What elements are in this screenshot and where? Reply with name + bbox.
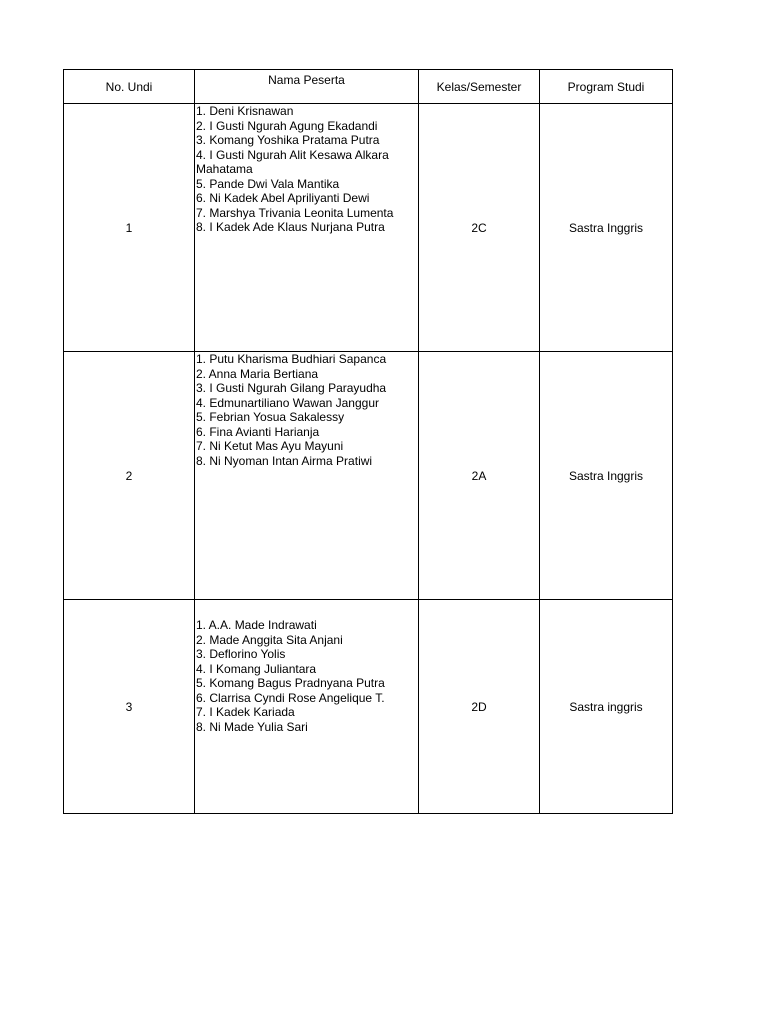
list-item: 6. Clarrisa Cyndi Rose Angelique T. bbox=[196, 690, 385, 705]
list-item: 1. Deni Krisnawan bbox=[196, 104, 294, 118]
list-item: 1. Putu Kharisma Budhiari Sapanca bbox=[196, 352, 387, 366]
list-item: Mahatama bbox=[196, 162, 253, 176]
list-item: 3. I Gusti Ngurah Gilang Parayudha bbox=[196, 381, 387, 395]
list-item: 5. Komang Bagus Pradnyana Putra bbox=[196, 676, 385, 690]
list-item: 7. Ni Ketut Mas Ayu Mayuni bbox=[196, 439, 344, 453]
names-list bbox=[195, 104, 418, 235]
no-undi-cell: 3 bbox=[64, 600, 195, 814]
list-item: 2. Made Anggita Sita Anjani bbox=[196, 632, 343, 647]
names-cell bbox=[195, 600, 419, 814]
list-item: 3. Deflorino Yolis bbox=[196, 647, 286, 661]
table-row bbox=[64, 352, 673, 600]
list-item: 7. Marshya Trivania Leonita Lumenta bbox=[196, 205, 394, 220]
header-kelas-semester: Kelas/Semester bbox=[419, 70, 540, 104]
list-item: 8. Ni Nyoman Intan Airma Pratiwi bbox=[196, 453, 373, 468]
list-item: 5. Febrian Yosua Sakalessy bbox=[196, 410, 345, 424]
kelas-cell: 2D bbox=[419, 600, 540, 814]
list-item: 1. A.A. Made Indrawati bbox=[196, 618, 317, 632]
table-header-row bbox=[64, 70, 673, 104]
names-list bbox=[195, 600, 418, 734]
kelas-cell: 2C bbox=[419, 104, 540, 352]
table-row bbox=[64, 600, 673, 814]
list-item: 4. I Komang Juliantara bbox=[196, 661, 317, 676]
names-cell bbox=[195, 352, 419, 600]
header-program-studi: Program Studi bbox=[540, 70, 673, 104]
kelas-cell: 2A bbox=[419, 352, 540, 600]
header-no-undi: No. Undi bbox=[64, 70, 195, 104]
prodi-cell: Sastra inggris bbox=[540, 600, 673, 814]
list-item: 2. I Gusti Ngurah Agung Ekadandi bbox=[196, 118, 378, 133]
list-item: 4. Edmunartiliano Wawan Janggur bbox=[196, 395, 379, 410]
list-item: 6. Ni Kadek Abel Apriliyanti Dewi bbox=[196, 191, 370, 205]
list-item: 2. Anna Maria Bertiana bbox=[196, 366, 319, 381]
header-nama-peserta: Nama Peserta bbox=[195, 70, 419, 104]
prodi-cell: Sastra Inggris bbox=[540, 104, 673, 352]
table-row bbox=[64, 104, 673, 352]
names-cell bbox=[195, 104, 419, 352]
list-item: 4. I Gusti Ngurah Alit Kesawa Alkara bbox=[196, 147, 389, 162]
list-item: 7. I Kadek Kariada bbox=[196, 705, 295, 719]
list-item: 5. Pande Dwi Vala Mantika bbox=[196, 176, 340, 191]
list-item: 3. Komang Yoshika Pratama Putra bbox=[196, 133, 380, 147]
prodi-cell: Sastra Inggris bbox=[540, 352, 673, 600]
list-item: 6. Fina Avianti Harianja bbox=[196, 424, 320, 439]
participant-table bbox=[63, 69, 673, 814]
no-undi-cell: 2 bbox=[64, 352, 195, 600]
names-list bbox=[195, 352, 418, 468]
list-item: 8. Ni Made Yulia Sari bbox=[196, 719, 308, 734]
no-undi-cell: 1 bbox=[64, 104, 195, 352]
list-item: 8. I Kadek Ade Klaus Nurjana Putra bbox=[196, 220, 385, 234]
